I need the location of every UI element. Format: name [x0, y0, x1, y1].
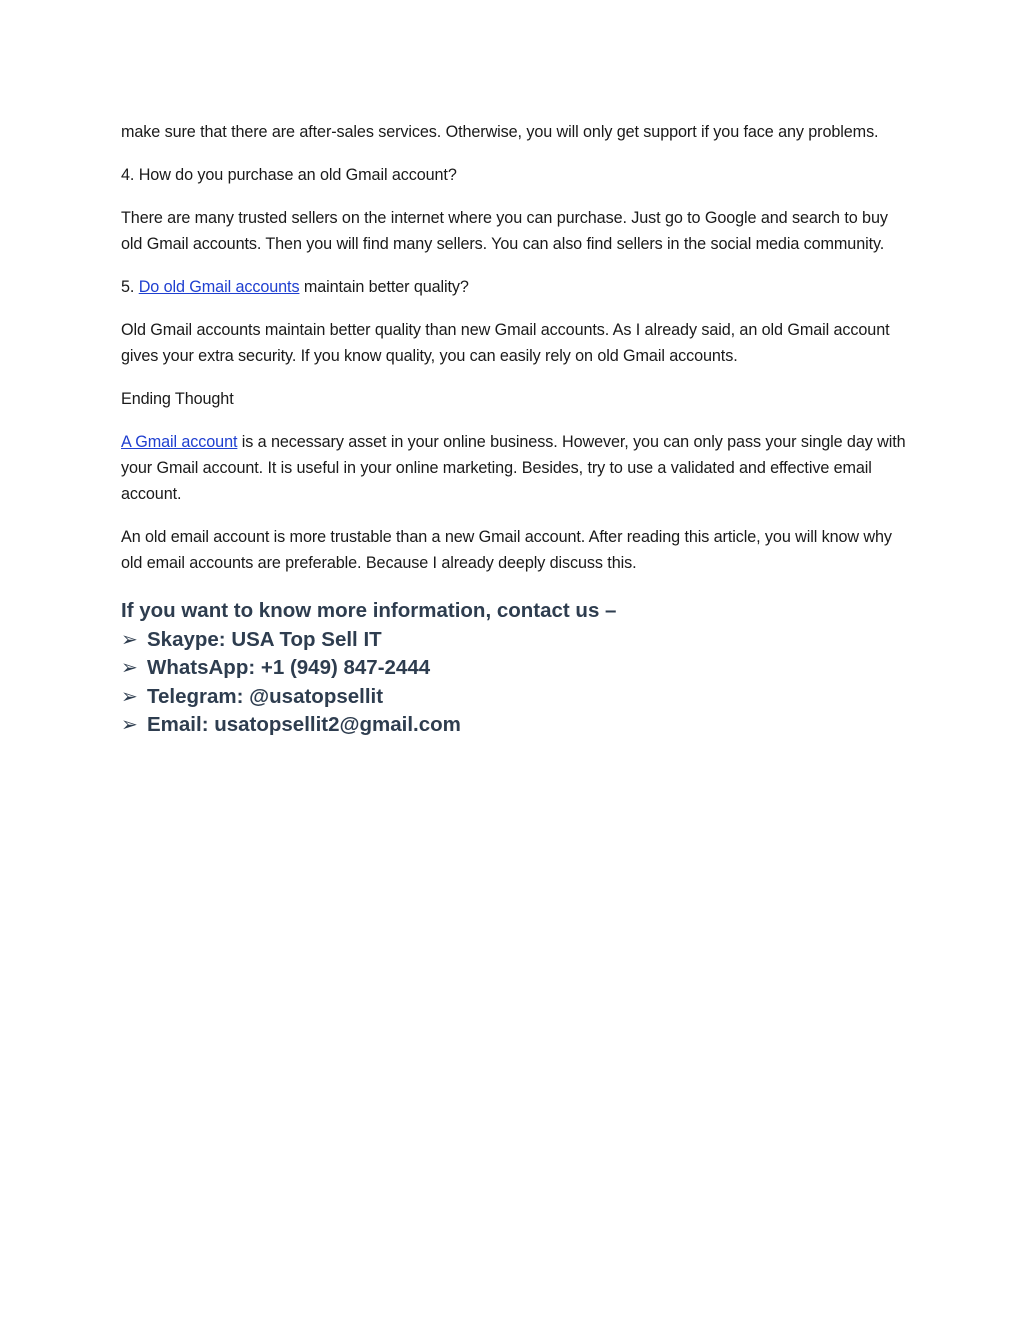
- question-5-prefix: 5.: [121, 278, 139, 296]
- arrow-icon: ➢: [121, 628, 138, 651]
- question-5-suffix: maintain better quality?: [299, 278, 469, 296]
- contact-whatsapp: [121, 654, 911, 683]
- paragraph-better-quality: Old Gmail accounts maintain better quality than new Gmail accounts. As I already said, an old Gmail account gives your extra security. If you know quality, you can easily rely on old Gmail accounts.: [121, 321, 890, 365]
- contact-whatsapp-text: WhatsApp: +1 (949) 847-2444: [147, 656, 431, 679]
- paragraph-after-sales: make sure that there are after-sales services. Otherwise, you will only get support if you face any problems.: [121, 123, 879, 141]
- paragraph-trustable: An old email account is more trustable than a new Gmail account. After reading this article, you will know why old email accounts are preferable. Because I already deeply discuss this.: [121, 528, 892, 572]
- contact-skype-text: Skaype: USA Top Sell IT: [147, 627, 382, 651]
- paragraph-gmail-asset: [121, 429, 911, 507]
- arrow-icon: ➢: [121, 657, 138, 679]
- document-page: [121, 119, 911, 740]
- contact-telegram-text: Telegram: @usatopsellit: [147, 684, 384, 708]
- paragraph-trusted-sellers: There are many trusted sellers on the internet where you can purchase. Just go to Google and search to buy old Gmail accounts. Then you will find many sellers. You can also find sellers in the social media community.: [121, 209, 888, 253]
- paragraph-gmail-asset-text: is a necessary asset in your online business. However, you can only pass your single day with your Gmail account. It is useful in your online marketing. Besides, try to use a validated and effective email account.: [121, 433, 906, 503]
- old-gmail-accounts-link[interactable]: Do old Gmail accounts: [138, 278, 300, 296]
- contact-email-text: Email: usatopsellit2@gmail.com: [147, 713, 461, 736]
- contact-block: [121, 597, 911, 740]
- contact-heading: If you want to know more information, contact us –: [121, 599, 617, 622]
- gmail-account-link[interactable]: A Gmail account: [121, 433, 238, 451]
- contact-skype: [121, 626, 911, 655]
- question-4: 4. How do you purchase an old Gmail account?: [121, 166, 457, 184]
- arrow-icon: ➢: [121, 714, 138, 736]
- ending-thought-heading: Ending Thought: [121, 390, 234, 408]
- contact-telegram: [121, 683, 911, 712]
- contact-email: [121, 711, 911, 740]
- arrow-icon: ➢: [121, 685, 138, 708]
- question-5: [121, 274, 911, 300]
